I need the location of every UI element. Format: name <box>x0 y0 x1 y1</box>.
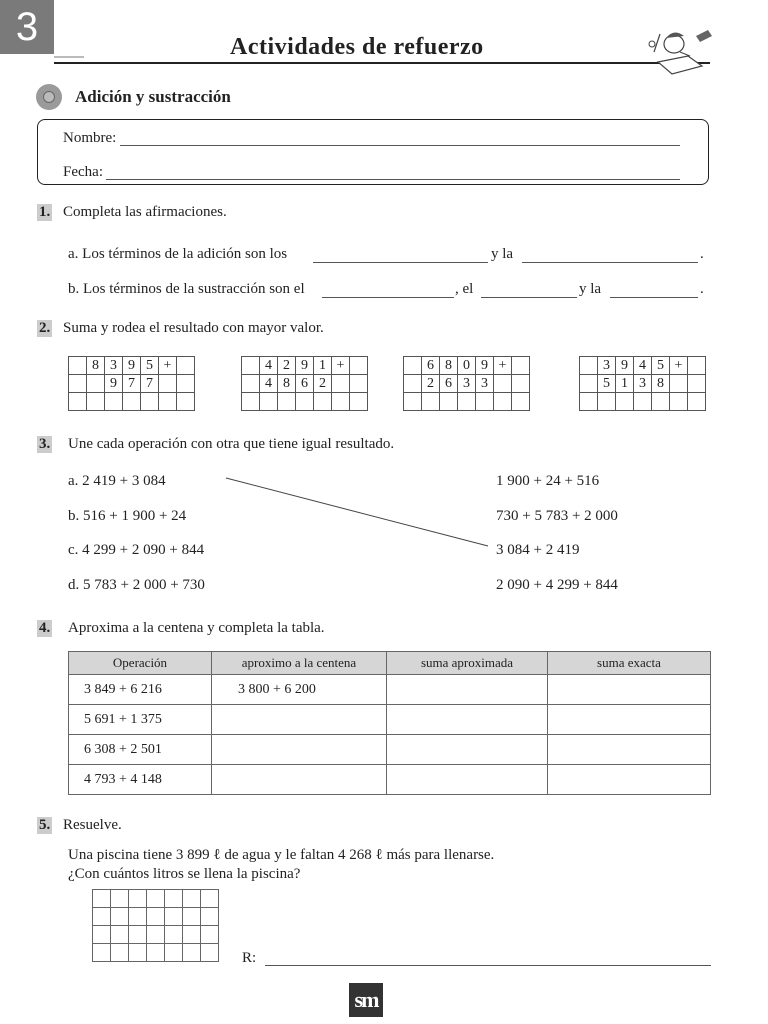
grid-cell <box>177 357 195 375</box>
grid-cell[interactable] <box>242 393 260 411</box>
name-field[interactable] <box>120 145 680 146</box>
grid-cell[interactable] <box>111 926 129 944</box>
addition-grid-1 <box>68 356 195 411</box>
exact-sum-cell[interactable] <box>548 705 711 735</box>
col-header-rounded: aproximo a la centena <box>212 652 387 675</box>
grid-cell[interactable] <box>129 944 147 962</box>
table-row <box>69 705 711 735</box>
rounded-cell[interactable]: 3 800 + 6 200 <box>212 675 387 705</box>
q3-left-b: b. 516 + 1 900 + 24 <box>68 508 187 524</box>
grid-cell[interactable] <box>159 393 177 411</box>
q1b-end: . <box>700 281 704 297</box>
grid-cell <box>332 375 350 393</box>
operation-cell: 6 308 + 2 501 <box>69 735 212 765</box>
grid-cell: 9 <box>476 357 494 375</box>
grid-cell[interactable] <box>183 926 201 944</box>
q1a-start: a. Los términos de la adición son los <box>68 246 288 262</box>
q3-text: Une cada operación con otra que tiene igual resultado. <box>68 436 395 452</box>
grid-cell[interactable] <box>111 908 129 926</box>
grid-cell <box>242 375 260 393</box>
approx-sum-cell[interactable] <box>387 765 548 795</box>
grid-cell <box>512 357 530 375</box>
grid-row <box>93 890 219 908</box>
grid-cell <box>688 375 706 393</box>
operation-cell: 5 691 + 1 375 <box>69 705 212 735</box>
grid-cell[interactable] <box>93 890 111 908</box>
grid-cell[interactable] <box>634 393 652 411</box>
grid-cell[interactable] <box>147 890 165 908</box>
grid-cell: 7 <box>123 375 141 393</box>
grid-cell[interactable] <box>129 926 147 944</box>
grid-cell[interactable] <box>87 393 105 411</box>
grid-cell: + <box>670 357 688 375</box>
student-info-box <box>37 119 709 185</box>
grid-cell[interactable] <box>147 926 165 944</box>
grid-cell <box>494 375 512 393</box>
grid-cell: 1 <box>314 357 332 375</box>
grid-cell[interactable] <box>129 890 147 908</box>
grid-cell[interactable] <box>458 393 476 411</box>
approx-sum-cell[interactable] <box>387 675 548 705</box>
table-row <box>69 675 711 705</box>
col-header-approx-sum: suma aproximada <box>387 652 548 675</box>
grid-cell[interactable] <box>111 890 129 908</box>
grid-cell: 5 <box>652 357 670 375</box>
grid-cell: 2 <box>314 375 332 393</box>
grid-cell[interactable] <box>69 393 87 411</box>
grid-cell: 1 <box>616 375 634 393</box>
title-accent-rule <box>54 56 84 58</box>
grid-cell[interactable] <box>476 393 494 411</box>
q1b-blank-2[interactable] <box>481 297 577 298</box>
grid-cell[interactable] <box>201 908 219 926</box>
grid-row <box>69 393 195 411</box>
q5-problem-line-1: Una piscina tiene 3 899 ℓ de agua y le faltan 4 268 ℓ más para llenarse. <box>68 847 495 863</box>
grid-cell: 4 <box>260 357 278 375</box>
grid-row <box>580 357 706 375</box>
grid-cell[interactable] <box>598 393 616 411</box>
grid-cell: 9 <box>616 357 634 375</box>
grid-cell[interactable] <box>93 926 111 944</box>
col-header-exact-sum: suma exacta <box>548 652 711 675</box>
q1-number: 1. <box>39 204 51 220</box>
table-row <box>69 765 711 795</box>
q1b-mid-1: , el <box>455 281 474 297</box>
grid-cell[interactable] <box>183 890 201 908</box>
grid-cell[interactable] <box>404 393 422 411</box>
grid-cell[interactable] <box>177 393 195 411</box>
grid-cell: 5 <box>598 375 616 393</box>
approx-sum-cell[interactable] <box>387 705 548 735</box>
grid-cell[interactable] <box>512 393 530 411</box>
grid-cell[interactable] <box>494 393 512 411</box>
grid-cell[interactable] <box>93 908 111 926</box>
q4-number: 4. <box>39 620 51 636</box>
grid-cell[interactable] <box>93 944 111 962</box>
grid-cell <box>87 375 105 393</box>
grid-row <box>404 375 530 393</box>
calculation-grid[interactable] <box>92 889 219 962</box>
grid-cell: 8 <box>87 357 105 375</box>
grid-row <box>93 908 219 926</box>
grid-cell: 2 <box>278 357 296 375</box>
grid-cell[interactable] <box>111 944 129 962</box>
grid-row <box>580 375 706 393</box>
grid-cell: + <box>332 357 350 375</box>
q2-text: Suma y rodea el resultado con mayor valor. <box>63 320 324 336</box>
title-rule <box>54 62 710 64</box>
grid-cell <box>159 375 177 393</box>
grid-row <box>93 926 219 944</box>
grid-cell[interactable] <box>105 393 123 411</box>
grid-cell[interactable] <box>332 393 350 411</box>
grid-row <box>69 375 195 393</box>
grid-cell: 3 <box>458 375 476 393</box>
grid-cell: 4 <box>260 375 278 393</box>
rounded-cell[interactable] <box>212 705 387 735</box>
page-title: Actividades de refuerzo <box>230 34 484 60</box>
q2-number: 2. <box>39 320 51 336</box>
grid-cell: 4 <box>634 357 652 375</box>
operation-cell: 4 793 + 4 148 <box>69 765 212 795</box>
grid-cell[interactable] <box>147 908 165 926</box>
q1a-mid: y la <box>491 246 514 262</box>
grid-cell[interactable] <box>652 393 670 411</box>
exact-sum-cell[interactable] <box>548 735 711 765</box>
grid-cell[interactable] <box>580 393 598 411</box>
grid-cell[interactable] <box>688 393 706 411</box>
q3-left-c: c. 4 299 + 2 090 + 844 <box>68 542 205 558</box>
grid-cell[interactable] <box>350 393 368 411</box>
grid-cell: 3 <box>105 357 123 375</box>
section-title: Adición y sustracción <box>75 87 231 106</box>
q1b-blank-1[interactable] <box>322 297 454 298</box>
grid-cell: 8 <box>440 357 458 375</box>
grid-row <box>242 393 368 411</box>
grid-cell[interactable] <box>201 890 219 908</box>
grid-cell[interactable] <box>201 944 219 962</box>
grid-cell: 3 <box>476 375 494 393</box>
grid-cell: + <box>494 357 512 375</box>
q3-number: 3. <box>39 436 51 452</box>
grid-cell[interactable] <box>616 393 634 411</box>
q3-example-connector-line <box>226 478 488 546</box>
grid-cell: 6 <box>296 375 314 393</box>
grid-cell[interactable] <box>296 393 314 411</box>
grid-cell[interactable] <box>129 908 147 926</box>
grid-cell[interactable] <box>141 393 159 411</box>
grid-row <box>580 393 706 411</box>
grid-cell <box>69 375 87 393</box>
q5-problem-line-2: ¿Con cuántos litros se llena la piscina? <box>68 866 301 882</box>
grid-cell: 2 <box>422 375 440 393</box>
q1b-mid-2: y la <box>579 281 602 297</box>
grid-cell <box>69 357 87 375</box>
grid-cell[interactable] <box>165 908 183 926</box>
grid-row <box>69 357 195 375</box>
grid-cell <box>670 375 688 393</box>
name-label: Nombre: <box>63 130 117 146</box>
grid-cell[interactable] <box>440 393 458 411</box>
publisher-logo: sm <box>349 983 383 1017</box>
q1b-start: b. Los términos de la sustracción son el <box>68 281 305 297</box>
addition-grid-3 <box>403 356 530 411</box>
grid-row <box>242 375 368 393</box>
grid-cell[interactable] <box>147 944 165 962</box>
q3-right-3: 3 084 + 2 419 <box>496 542 580 558</box>
grid-cell[interactable] <box>278 393 296 411</box>
q3-right-1: 1 900 + 24 + 516 <box>496 473 600 489</box>
grid-cell[interactable] <box>165 926 183 944</box>
q1a-blank-2[interactable] <box>522 262 698 263</box>
grid-cell <box>404 357 422 375</box>
grid-cell[interactable] <box>183 908 201 926</box>
grid-cell <box>242 357 260 375</box>
grid-cell: 0 <box>458 357 476 375</box>
grid-cell[interactable] <box>183 944 201 962</box>
grid-cell: 8 <box>278 375 296 393</box>
q3-left-d: d. 5 783 + 2 000 + 730 <box>68 577 205 593</box>
q1a-blank-1[interactable] <box>313 262 488 263</box>
grid-row <box>242 357 368 375</box>
grid-cell: 9 <box>296 357 314 375</box>
grid-cell <box>350 375 368 393</box>
grid-cell[interactable] <box>260 393 278 411</box>
grid-cell: 5 <box>141 357 159 375</box>
rounding-table <box>68 651 711 795</box>
grid-cell[interactable] <box>165 890 183 908</box>
q1a-end: . <box>700 246 704 262</box>
q1-text: Completa las afirmaciones. <box>63 204 227 220</box>
grid-cell: 3 <box>598 357 616 375</box>
grid-row <box>404 357 530 375</box>
q5-number: 5. <box>39 817 51 833</box>
exact-sum-cell[interactable] <box>548 765 711 795</box>
grid-row <box>404 393 530 411</box>
q1b-blank-3[interactable] <box>610 297 698 298</box>
grid-cell: + <box>159 357 177 375</box>
grid-cell[interactable] <box>123 393 141 411</box>
date-label: Fecha: <box>63 164 103 180</box>
operation-cell: 3 849 + 6 216 <box>69 675 212 705</box>
grid-cell[interactable] <box>422 393 440 411</box>
grid-cell[interactable] <box>670 393 688 411</box>
unit-number-badge: 3 <box>0 0 54 54</box>
exact-sum-cell[interactable] <box>548 675 711 705</box>
grid-cell <box>404 375 422 393</box>
grid-cell: 8 <box>652 375 670 393</box>
grid-cell: 7 <box>141 375 159 393</box>
grid-cell: 6 <box>440 375 458 393</box>
q5-text: Resuelve. <box>63 817 122 833</box>
grid-cell <box>512 375 530 393</box>
grid-cell[interactable] <box>165 944 183 962</box>
grid-cell: 9 <box>123 357 141 375</box>
rounded-cell[interactable] <box>212 765 387 795</box>
q3-right-2: 730 + 5 783 + 2 000 <box>496 508 618 524</box>
grid-cell[interactable] <box>314 393 332 411</box>
answer-field[interactable] <box>265 965 711 966</box>
answer-label: R: <box>242 950 257 966</box>
date-field[interactable] <box>106 179 680 180</box>
approx-sum-cell[interactable] <box>387 735 548 765</box>
grid-row <box>93 944 219 962</box>
grid-cell <box>580 357 598 375</box>
grid-cell <box>350 357 368 375</box>
section-bullet-icon <box>36 84 62 110</box>
grid-cell <box>688 357 706 375</box>
q3-left-a: a. 2 419 + 3 084 <box>68 473 166 489</box>
q3-right-4: 2 090 + 4 299 + 844 <box>496 577 618 593</box>
rounded-cell[interactable] <box>212 735 387 765</box>
addition-grid-4 <box>579 356 706 411</box>
addition-grid-2 <box>241 356 368 411</box>
table-row <box>69 735 711 765</box>
q4-text: Aproxima a la centena y completa la tabla. <box>68 620 325 636</box>
grid-cell: 6 <box>422 357 440 375</box>
grid-cell <box>177 375 195 393</box>
grid-cell <box>580 375 598 393</box>
child-reading-illustration-icon <box>640 22 720 78</box>
col-header-operation: Operación <box>69 652 212 675</box>
grid-cell: 3 <box>634 375 652 393</box>
grid-cell: 9 <box>105 375 123 393</box>
grid-cell[interactable] <box>201 926 219 944</box>
